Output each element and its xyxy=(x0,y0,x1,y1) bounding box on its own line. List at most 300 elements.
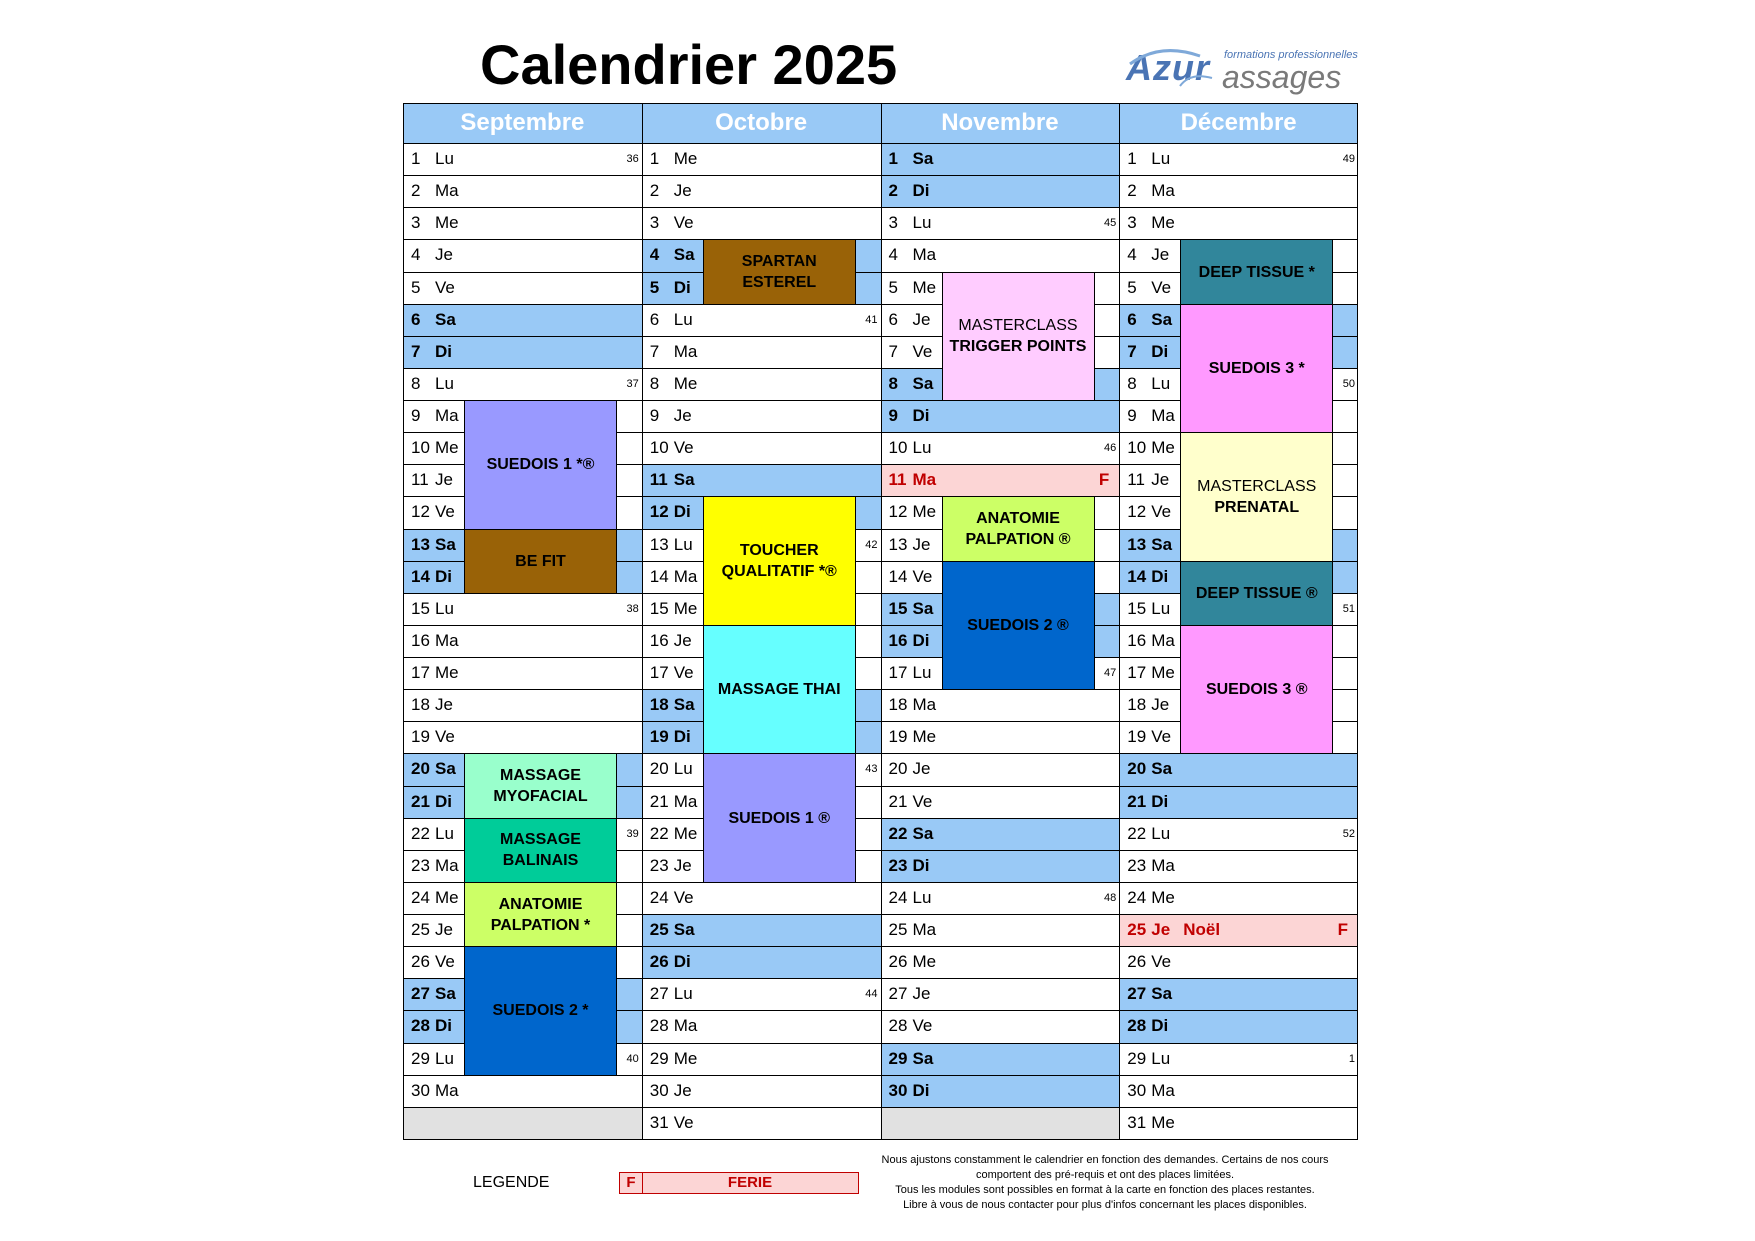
week-number: 47 xyxy=(1104,667,1117,679)
day-number: 7 xyxy=(411,341,421,361)
event-block[interactable] xyxy=(464,818,617,883)
day-number: 8 xyxy=(649,373,660,393)
day-number: 11 xyxy=(1127,470,1145,490)
weekday: Ma xyxy=(912,245,937,265)
weekday: Sa xyxy=(912,1048,934,1068)
day-number: 20 xyxy=(888,759,908,779)
event-block[interactable] xyxy=(703,496,856,626)
day-cell xyxy=(881,432,1120,464)
weekday: Di xyxy=(1151,341,1169,361)
weekday: Sa xyxy=(673,470,695,490)
day-cell xyxy=(403,368,642,400)
day-number: 11 xyxy=(649,470,668,490)
weekday: Di xyxy=(673,277,691,297)
event-label: SUEDOIS 1 ® xyxy=(728,809,831,827)
ferie-flag: F xyxy=(1337,920,1348,939)
day-number: 4 xyxy=(1127,245,1137,265)
event-block[interactable] xyxy=(942,272,1095,402)
event-block[interactable] xyxy=(942,496,1095,561)
week-number: 41 xyxy=(865,313,878,326)
weekday: Lu xyxy=(435,373,454,393)
day-cell xyxy=(881,1043,1120,1075)
day-cell xyxy=(642,1010,881,1042)
day-number: 31 xyxy=(1127,1112,1147,1132)
weekday: Ma xyxy=(435,630,459,650)
day-number: 11 xyxy=(411,470,429,490)
day-number: 22 xyxy=(1127,823,1147,843)
day-cell xyxy=(1119,1043,1358,1075)
weekday: Sa xyxy=(912,373,934,393)
event-block[interactable] xyxy=(942,561,1095,691)
legend-text: FERIE xyxy=(727,1174,773,1191)
day-number: 7 xyxy=(888,341,898,361)
day-number: 2 xyxy=(649,181,660,201)
weekday: Je xyxy=(1151,695,1170,715)
holiday-name: Noël xyxy=(1183,920,1221,939)
weekday: Ma xyxy=(912,695,937,715)
weekday: Sa xyxy=(673,920,695,939)
event-label: ANATOMIE PALPATION * xyxy=(490,895,591,934)
day-number: 9 xyxy=(888,406,898,425)
weekday: Sa xyxy=(912,823,934,843)
day-number: 8 xyxy=(411,373,421,393)
day-number: 14 xyxy=(888,566,908,586)
weekday: Ma xyxy=(435,1080,459,1100)
weekday: Ve xyxy=(435,727,455,747)
day-number: 24 xyxy=(649,887,669,907)
week-number: 51 xyxy=(1342,602,1355,615)
weekday: Lu xyxy=(435,1048,454,1068)
weekday: Me xyxy=(1151,663,1175,682)
day-cell xyxy=(403,336,642,368)
weekday: Je xyxy=(435,470,453,490)
week-number: 39 xyxy=(626,827,639,840)
day-number: 24 xyxy=(411,887,430,907)
week-number: 1 xyxy=(1348,1052,1355,1065)
day-cell xyxy=(642,207,881,239)
day-number: 27 xyxy=(649,984,669,1004)
week-number: 50 xyxy=(1342,377,1355,390)
day-cell xyxy=(881,721,1120,753)
weekday: Me xyxy=(435,663,459,682)
event-block[interactable] xyxy=(464,946,617,1076)
azur-massages-logo xyxy=(1120,36,1360,98)
event-block[interactable] xyxy=(464,400,617,530)
month-header-3: Décembre xyxy=(1119,103,1358,143)
weekday: Lu xyxy=(673,759,693,779)
day-number: 15 xyxy=(649,598,669,618)
weekday: Lu xyxy=(1151,598,1171,618)
week-number: 48 xyxy=(1104,891,1117,904)
day-number: 15 xyxy=(888,598,908,618)
event-label: SUEDOIS 1 *® xyxy=(486,456,595,474)
weekday: Je xyxy=(673,630,692,650)
day-number: 29 xyxy=(1127,1048,1147,1068)
weekday: Lu xyxy=(912,663,932,682)
day-cell xyxy=(642,368,881,400)
day-cell xyxy=(403,175,642,207)
event-block[interactable] xyxy=(464,753,617,818)
weekday: Ma xyxy=(1151,406,1175,425)
month-header-2: Novembre xyxy=(881,103,1120,143)
day-cell xyxy=(642,400,881,432)
event-label: BE FIT xyxy=(515,552,566,570)
weekday: Sa xyxy=(1151,984,1173,1004)
weekday: Di xyxy=(1151,791,1169,811)
day-cell xyxy=(642,143,881,175)
day-number: 10 xyxy=(411,438,430,458)
event-block[interactable] xyxy=(464,529,617,594)
weekday: Je xyxy=(435,245,453,265)
event-block[interactable] xyxy=(1180,561,1333,626)
day-number: 24 xyxy=(888,887,908,907)
weekday: Me xyxy=(673,598,698,618)
calendar-grid xyxy=(403,103,1358,1150)
event-label: MASSAGE BALINAIS xyxy=(500,831,581,870)
day-number: 25 xyxy=(1127,920,1147,939)
weekday: Lu xyxy=(912,438,932,458)
month-header-1: Octobre xyxy=(642,103,881,143)
weekday: Me xyxy=(435,887,459,907)
weekday: Ma xyxy=(673,341,698,361)
day-number: 10 xyxy=(649,438,669,458)
day-number: 27 xyxy=(888,984,908,1004)
day-number: 16 xyxy=(649,630,669,650)
day-number: 1 xyxy=(649,149,660,168)
day-cell xyxy=(642,1043,881,1075)
event-block[interactable] xyxy=(1180,304,1333,434)
day-cell xyxy=(403,207,642,239)
weekday: Je xyxy=(1151,920,1171,939)
weekday: Lu xyxy=(435,823,454,843)
day-cell xyxy=(642,946,881,978)
day-cell xyxy=(881,175,1120,207)
weekday: Lu xyxy=(673,309,693,329)
weekday: Sa xyxy=(1151,759,1173,779)
weekday: Ma xyxy=(673,1016,698,1036)
weekday: Ve xyxy=(673,213,694,233)
day-number: 2 xyxy=(411,181,421,201)
day-number: 9 xyxy=(1127,406,1137,425)
note-line: Libre à vous de nous contacter pour plus d'infos concernant les places disponibles. xyxy=(903,1199,1307,1211)
day-number: 26 xyxy=(411,952,430,972)
day-number: 3 xyxy=(411,213,421,233)
day-cell xyxy=(642,336,881,368)
weekday: Me xyxy=(435,438,459,458)
event-label-line2: TRIGGER POINTS xyxy=(949,338,1087,356)
day-number: 25 xyxy=(649,920,669,939)
weekday: Di xyxy=(1151,566,1169,586)
week-number: 49 xyxy=(1342,153,1355,165)
weekday: Di xyxy=(912,630,930,650)
event-label: SUEDOIS 2 * xyxy=(492,1002,589,1020)
day-cell xyxy=(881,978,1120,1010)
day-cell xyxy=(881,882,1120,914)
day-number: 26 xyxy=(1127,952,1147,972)
day-cell xyxy=(1119,978,1358,1010)
weekday: Me xyxy=(673,149,698,168)
weekday: Me xyxy=(1151,213,1175,233)
event-label: DEEP TISSUE ® xyxy=(1195,584,1318,602)
event-label: MASSAGE MYOFACIAL xyxy=(493,767,588,805)
weekday: Ma xyxy=(1151,1080,1175,1100)
event-block[interactable] xyxy=(703,239,856,304)
day-number: 20 xyxy=(649,759,669,779)
day-number: 14 xyxy=(649,566,669,586)
weekday: Sa xyxy=(435,984,456,1004)
day-number: 23 xyxy=(411,855,430,875)
weekday: Di xyxy=(435,791,452,811)
weekday: Di xyxy=(912,855,930,875)
event-block[interactable] xyxy=(703,625,856,755)
weekday: Ve xyxy=(1151,952,1172,972)
day-cell xyxy=(881,850,1120,882)
weekday: Di xyxy=(435,1016,452,1036)
day-number: 26 xyxy=(649,952,669,972)
weekday: Ve xyxy=(435,502,455,522)
day-cell xyxy=(642,1107,881,1139)
day-cell xyxy=(642,978,881,1010)
event-label: DEEP TISSUE * xyxy=(1198,263,1315,281)
day-cell xyxy=(403,593,642,625)
day-cell xyxy=(881,207,1120,239)
weekday: Je xyxy=(673,406,692,425)
event-label: SPARTAN ESTEREL xyxy=(741,253,817,291)
week-number: 46 xyxy=(1104,442,1117,455)
day-number: 16 xyxy=(1127,630,1147,650)
weekday: Me xyxy=(673,1048,698,1068)
weekday: Ve xyxy=(435,952,455,972)
day-cell xyxy=(642,882,881,914)
event-block[interactable] xyxy=(464,882,617,947)
note-line: Tous les modules sont possibles en format à la carte en fonction des places restantes. xyxy=(895,1184,1315,1196)
weekday: Ma xyxy=(912,920,937,939)
event-block[interactable] xyxy=(703,753,856,883)
weekday: Ma xyxy=(435,181,459,201)
weekday: Me xyxy=(673,373,698,393)
day-number: 23 xyxy=(1127,855,1147,875)
weekday: Di xyxy=(1151,1016,1169,1036)
day-number: 1 xyxy=(411,149,421,168)
day-cell xyxy=(881,689,1120,721)
day-number: 23 xyxy=(888,855,908,875)
weekday: Me xyxy=(912,277,937,297)
weekday: Je xyxy=(912,309,931,329)
day-number: 30 xyxy=(888,1080,908,1100)
day-number: 20 xyxy=(1127,759,1147,779)
day-number: 9 xyxy=(649,406,660,425)
weekday: Sa xyxy=(912,149,934,168)
day-number: 28 xyxy=(1127,1016,1147,1036)
day-number: 6 xyxy=(1127,309,1137,329)
weekday: Je xyxy=(435,695,453,715)
week-number: 38 xyxy=(626,602,639,615)
day-cell xyxy=(1119,207,1358,239)
day-number: 13 xyxy=(411,534,430,554)
grid-line xyxy=(881,103,882,1139)
day-number: 10 xyxy=(1127,438,1147,458)
day-cell xyxy=(1119,946,1358,978)
weekday: Je xyxy=(673,1080,692,1100)
day-number: 27 xyxy=(1127,984,1147,1004)
day-number: 22 xyxy=(649,823,669,843)
day-number: 25 xyxy=(411,920,430,939)
event-block[interactable] xyxy=(1180,432,1333,562)
event-label: SUEDOIS 3 ® xyxy=(1205,681,1308,699)
weekday: Je xyxy=(673,855,692,875)
day-number: 21 xyxy=(1127,791,1147,811)
day-number: 21 xyxy=(649,791,669,811)
day-number: 3 xyxy=(1127,213,1137,233)
day-cell xyxy=(1119,786,1358,818)
weekday: Ve xyxy=(1151,502,1172,522)
weekday: Me xyxy=(1151,1112,1175,1132)
weekday: Je xyxy=(912,984,931,1004)
weekday: Di xyxy=(435,566,452,586)
day-cell xyxy=(642,464,881,496)
day-cell xyxy=(881,464,1120,496)
weekday: Je xyxy=(912,759,931,779)
weekday: Sa xyxy=(673,695,695,715)
day-cell xyxy=(403,1075,642,1107)
day-cell xyxy=(642,304,881,336)
weekday: Lu xyxy=(435,598,454,618)
day-cell xyxy=(881,239,1120,271)
day-cell xyxy=(403,143,642,175)
weekday: Di xyxy=(912,181,930,201)
day-number: 1 xyxy=(888,149,898,168)
day-number: 22 xyxy=(411,823,430,843)
day-number: 5 xyxy=(649,277,660,297)
day-number: 4 xyxy=(888,245,898,265)
grid-line xyxy=(403,1139,1358,1140)
note-line: Nous ajustons constamment le calendrier en fonction des demandes. Certains de nos cours xyxy=(881,1154,1329,1166)
event-block[interactable] xyxy=(1180,625,1333,755)
day-cell xyxy=(403,625,642,657)
week-number: 43 xyxy=(865,763,878,776)
day-number: 27 xyxy=(411,984,430,1004)
week-number: 45 xyxy=(1104,217,1117,230)
event-label: TOUCHER QUALITATIF *® xyxy=(721,542,837,581)
day-cell xyxy=(1119,914,1358,946)
day-number: 1 xyxy=(1127,149,1137,168)
day-cell xyxy=(881,1075,1120,1107)
footer-notes xyxy=(862,1153,1348,1235)
grid-line xyxy=(1119,103,1120,1139)
weekday: Me xyxy=(673,823,698,843)
day-number: 6 xyxy=(411,309,421,329)
day-cell xyxy=(881,946,1120,978)
day-cell xyxy=(642,432,881,464)
day-cell xyxy=(403,304,642,336)
svg-text:assages: assages xyxy=(1222,59,1342,95)
day-number: 23 xyxy=(649,855,669,875)
day-cell xyxy=(403,689,642,721)
weekday: Je xyxy=(1151,470,1170,490)
event-label: SUEDOIS 2 ® xyxy=(967,616,1069,634)
day-number: 12 xyxy=(649,502,669,522)
day-number: 12 xyxy=(888,502,908,522)
day-number: 17 xyxy=(411,663,430,682)
weekday: Di xyxy=(912,1080,930,1100)
weekday: Me xyxy=(435,213,459,233)
day-number: 19 xyxy=(649,727,669,747)
weekday: Sa xyxy=(435,759,456,779)
day-cell xyxy=(1119,1075,1358,1107)
day-cell xyxy=(1119,175,1358,207)
day-number: 13 xyxy=(649,534,669,554)
day-number: 4 xyxy=(411,245,421,265)
day-number: 24 xyxy=(1127,887,1147,907)
weekday: Lu xyxy=(673,534,693,554)
event-label-line2: PRENATAL xyxy=(1214,498,1300,516)
weekday: Di xyxy=(912,406,930,425)
event-block[interactable] xyxy=(1180,239,1333,304)
weekday: Ma xyxy=(1151,630,1175,650)
weekday: Di xyxy=(435,341,452,361)
weekday: Lu xyxy=(912,887,932,907)
day-number: 20 xyxy=(411,759,430,779)
day-number: 3 xyxy=(888,213,898,233)
svg-text:formations professionnelles: formations professionnelles xyxy=(1224,49,1358,61)
weekday: Lu xyxy=(1151,149,1171,168)
weekday: Sa xyxy=(435,309,456,329)
day-number: 22 xyxy=(888,823,908,843)
day-number: 13 xyxy=(888,534,908,554)
weekday: Ve xyxy=(912,1016,933,1036)
weekday: Je xyxy=(435,920,453,939)
weekday: Ma xyxy=(1151,181,1175,201)
day-cell xyxy=(1119,882,1358,914)
weekday: Ma xyxy=(1151,855,1175,875)
day-number: 8 xyxy=(888,373,898,393)
weekday: Lu xyxy=(1151,1048,1171,1068)
grid-line xyxy=(642,103,643,1139)
day-cell xyxy=(881,1010,1120,1042)
day-number: 30 xyxy=(1127,1080,1147,1100)
day-number: 6 xyxy=(649,309,660,329)
day-number: 18 xyxy=(649,695,669,715)
day-cell xyxy=(403,657,642,689)
day-number: 29 xyxy=(649,1048,669,1068)
weekday: Sa xyxy=(435,534,456,554)
day-number: 31 xyxy=(649,1112,669,1132)
day-cell xyxy=(403,239,642,271)
day-number: 8 xyxy=(1127,373,1137,393)
day-number: 16 xyxy=(411,630,430,650)
day-number: 28 xyxy=(888,1016,908,1036)
day-number: 17 xyxy=(1127,663,1147,682)
day-cell xyxy=(1119,1010,1358,1042)
legend-label: LEGENDE xyxy=(473,1174,550,1191)
day-number: 14 xyxy=(1127,566,1147,586)
page-title: Calendrier 2025 xyxy=(480,33,898,96)
day-cell xyxy=(642,1075,881,1107)
weekday: Je xyxy=(673,181,692,201)
day-number: 17 xyxy=(888,663,908,682)
weekday: Di xyxy=(673,952,691,972)
day-number: 19 xyxy=(888,727,908,747)
day-number: 7 xyxy=(649,341,660,361)
weekday: Me xyxy=(912,952,937,972)
weekday: Sa xyxy=(1151,534,1173,554)
weekday: Ma xyxy=(435,406,459,425)
day-cell xyxy=(881,753,1120,785)
day-number: 9 xyxy=(411,406,421,425)
day-number: 2 xyxy=(1127,181,1137,201)
event-label: SUEDOIS 3 * xyxy=(1208,359,1305,377)
day-number: 5 xyxy=(411,277,421,297)
